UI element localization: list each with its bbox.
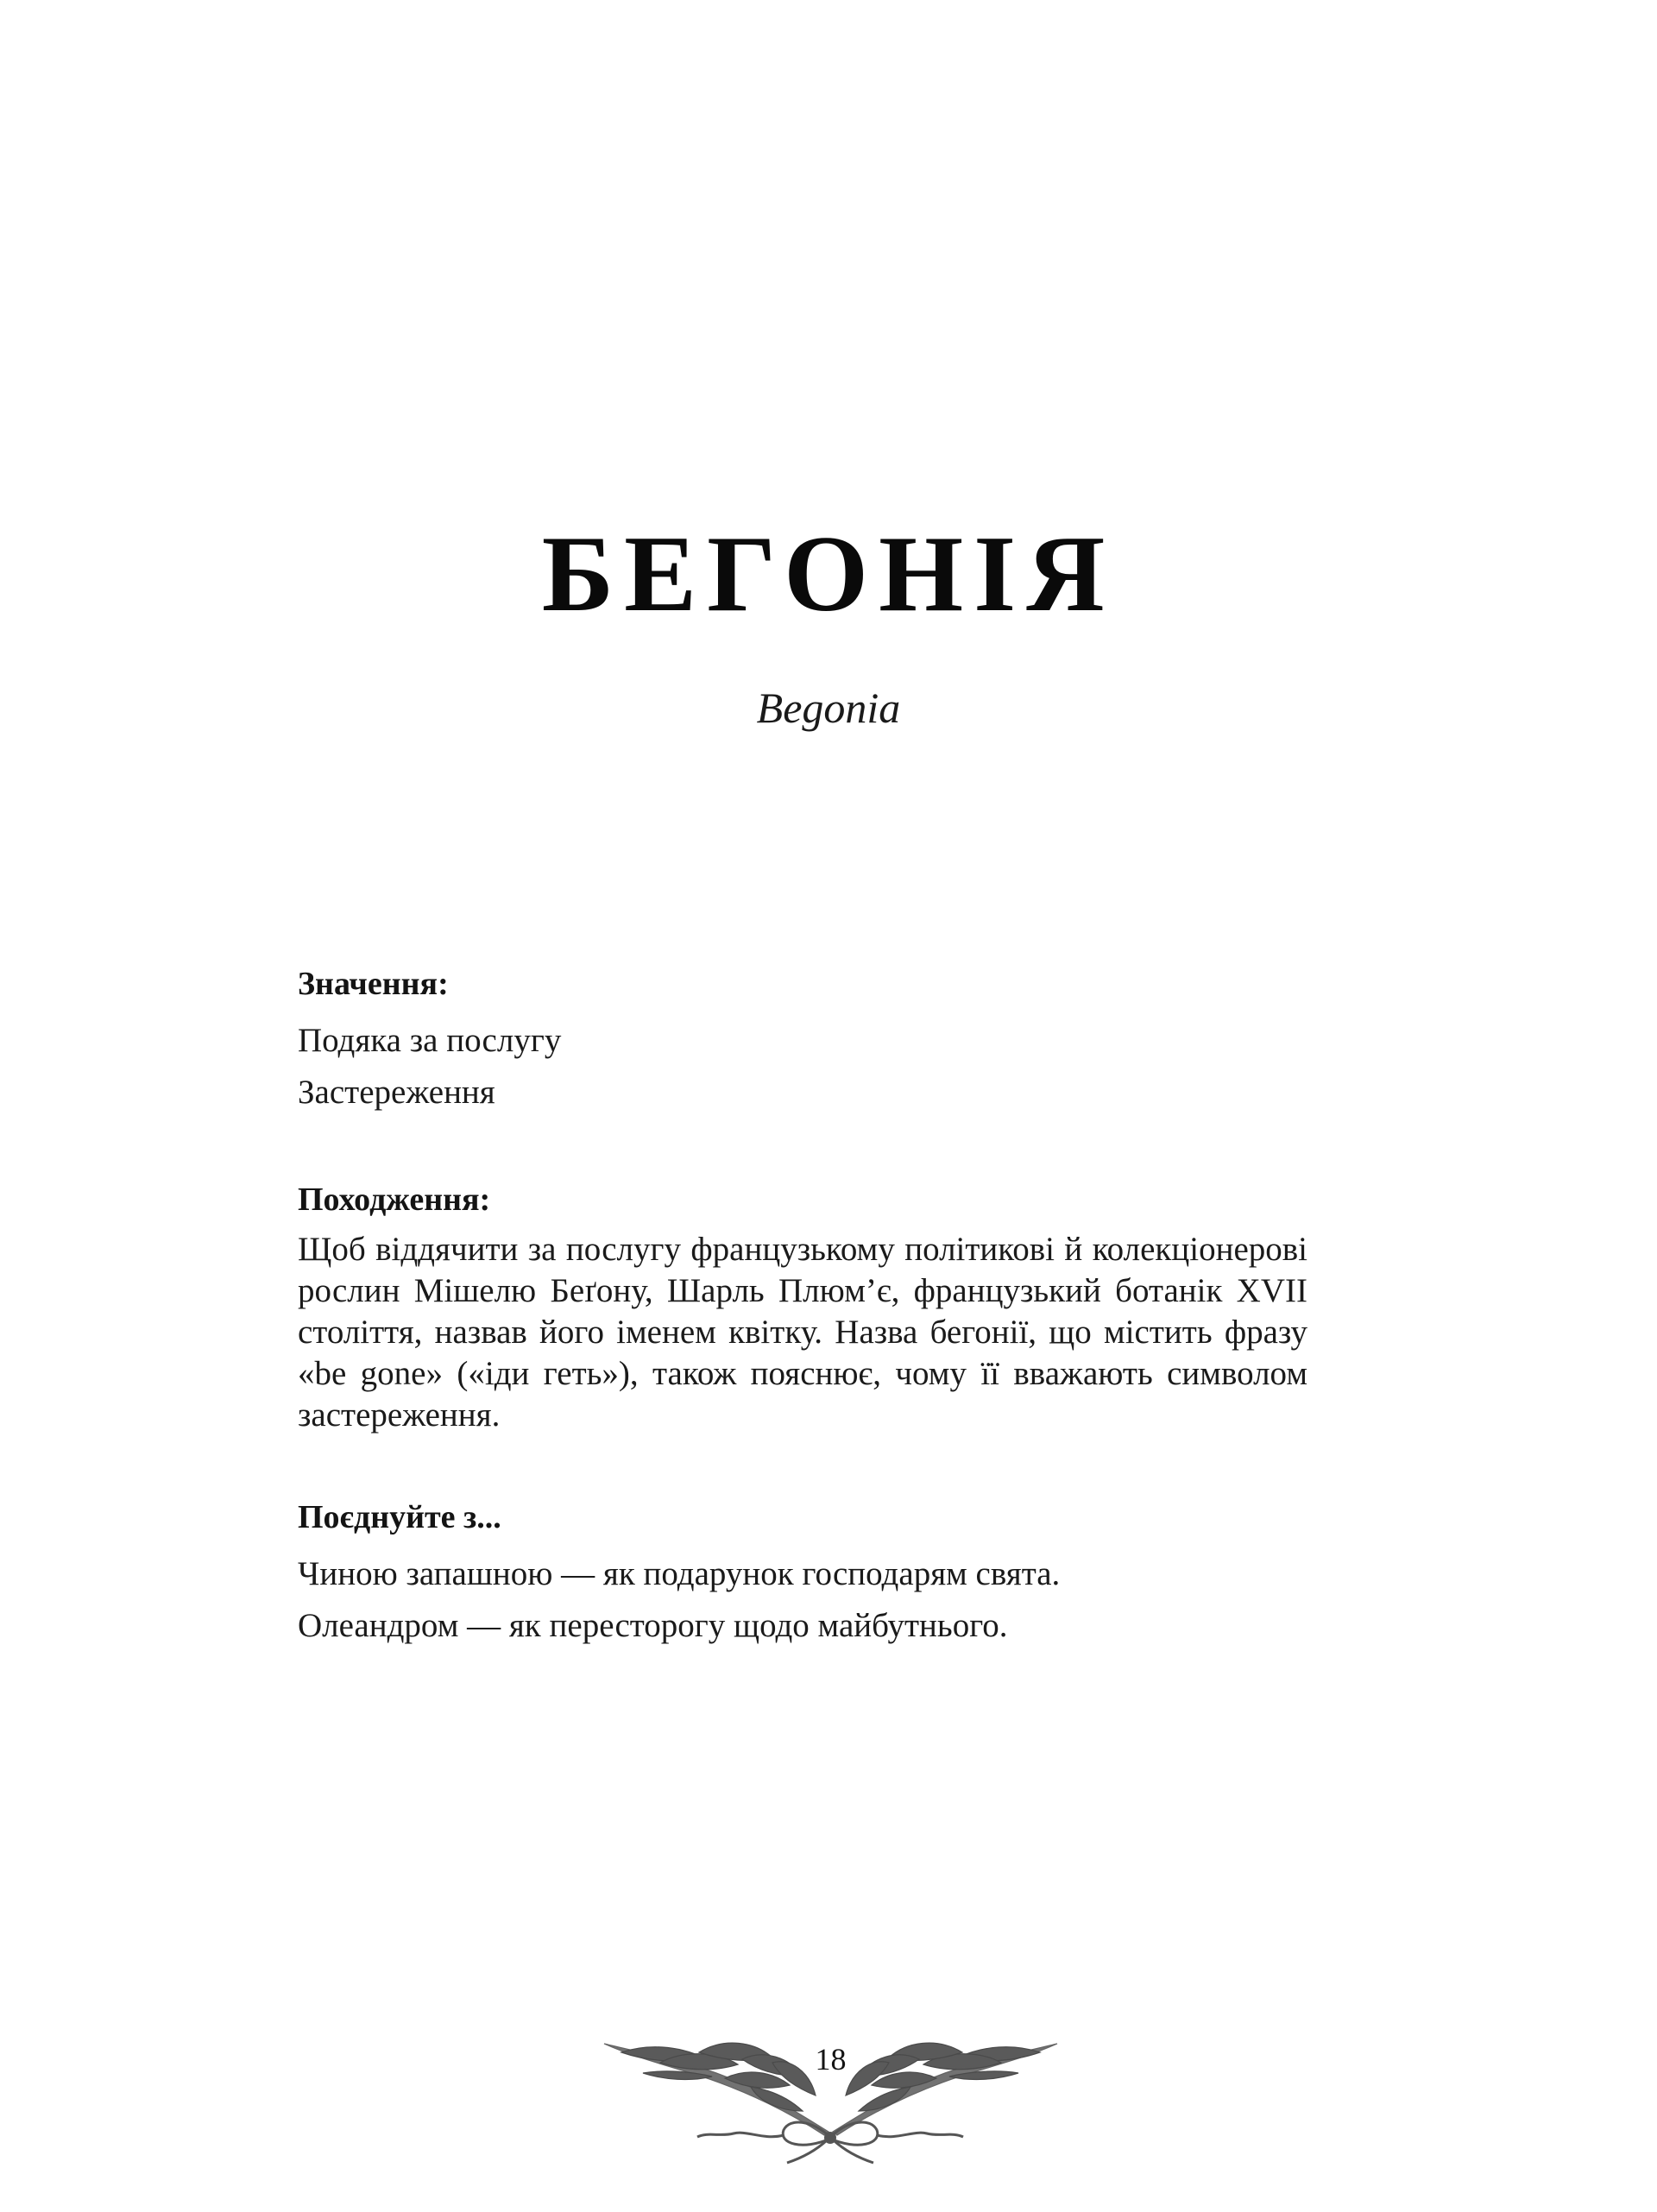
meaning-item: Подяка за послугу	[298, 1022, 562, 1059]
page-footer	[595, 2028, 1066, 2166]
combine-list	[298, 1548, 1307, 1652]
origin-section	[298, 1179, 1307, 1436]
combine-heading: Поєднуйте з...	[298, 1499, 501, 1535]
latin-name-subtitle: Begonia	[756, 684, 901, 732]
origin-heading: Походження:	[298, 1182, 491, 1218]
meaning-list	[298, 1015, 1307, 1119]
combine-item: Чиною запашною — як подарунок господарям свята.	[298, 1555, 1061, 1592]
meaning-heading: Значення:	[298, 966, 449, 1002]
origin-paragraph: Щоб віддячити за послугу французькому політикові й колекціонерові рослин Мішелю Беґону, Шарль Плюм’є, французький ботанік XVII століття, назвав його іменем квітку. Назва бегонії, що містить фразу «be gone» («іди геть»), також пояснює, чому її вважають символом застереження.	[298, 1231, 1307, 1434]
meaning-item: Застереження	[298, 1074, 495, 1111]
page-title: БЕГОНІЯ	[541, 514, 1116, 634]
combine-section	[298, 1497, 1307, 1652]
page-number: 18	[815, 2042, 847, 2077]
meaning-section	[298, 963, 1307, 1119]
combine-item: Олеандром — як пересторогу щодо майбутнього.	[298, 1607, 1008, 1644]
